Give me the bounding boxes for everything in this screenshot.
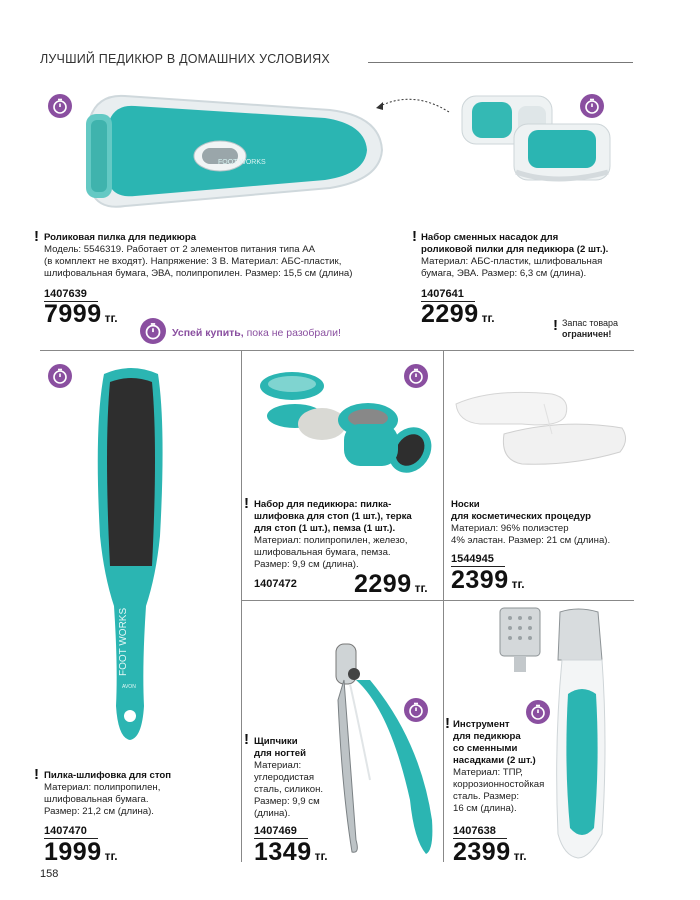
tool-info bbox=[453, 719, 573, 815]
product-name: для педикюра bbox=[453, 731, 521, 742]
product-code: 1407469 bbox=[254, 825, 308, 839]
product-desc: углеродистая bbox=[254, 772, 315, 783]
product-desc: Размер: 21,2 см (длина). bbox=[44, 806, 154, 817]
product-code: 1407470 bbox=[44, 825, 98, 839]
exclamation-icon: ! bbox=[553, 317, 558, 334]
product-desc: Материал: полипропилен, железо, bbox=[254, 535, 408, 546]
currency: тг. bbox=[104, 849, 118, 863]
price-value: 1349 bbox=[254, 838, 312, 866]
roller-info bbox=[44, 232, 404, 280]
promo-bold: Успей купить, bbox=[172, 327, 244, 339]
price-value: 2399 bbox=[451, 566, 509, 594]
product-name: Носки bbox=[451, 499, 480, 510]
exclamation-icon: ! bbox=[244, 495, 249, 512]
product-desc: Размер: 9,9 см (длина). bbox=[254, 559, 359, 570]
product-desc: Материал: полипропилен, bbox=[44, 782, 161, 793]
stopwatch-icon bbox=[48, 364, 72, 388]
page-number: 158 bbox=[40, 868, 59, 880]
product-price bbox=[453, 838, 527, 867]
product-name: Инструмент bbox=[453, 719, 510, 730]
stopwatch-icon bbox=[140, 318, 166, 344]
product-desc: Материал: 96% полиэстер bbox=[451, 523, 569, 534]
file-brand: FOOT WORKS bbox=[118, 607, 129, 676]
product-name: для ногтей bbox=[254, 748, 307, 759]
roller-file-image bbox=[80, 88, 395, 218]
currency: тг. bbox=[513, 849, 527, 863]
product-name: насадками (2 шт.) bbox=[453, 755, 536, 766]
file-brand2: AVON bbox=[122, 684, 136, 690]
product-price bbox=[254, 838, 328, 867]
product-desc: шлифовальная бумага. bbox=[44, 794, 149, 805]
stock-line: Запас товара bbox=[562, 318, 619, 328]
product-desc: 16 см (длина). bbox=[453, 803, 517, 814]
promo-rest: пока не разобрали! bbox=[243, 327, 341, 339]
product-code: 1407638 bbox=[453, 825, 507, 839]
exclamation-icon: ! bbox=[244, 731, 249, 748]
product-price bbox=[44, 838, 118, 867]
stopwatch-icon bbox=[580, 94, 604, 118]
product-name: Набор сменных насадок для bbox=[421, 232, 559, 243]
kit-info bbox=[254, 499, 444, 571]
product-desc: (длина). bbox=[254, 808, 291, 819]
product-desc: шлифовальная бумага, пемза. bbox=[254, 547, 391, 558]
file-info bbox=[44, 770, 239, 818]
product-name: Набор для педикюра: пилка- bbox=[254, 499, 392, 510]
arrow-icon bbox=[374, 94, 454, 116]
product-name: Роликовая пилка для педикюра bbox=[44, 232, 197, 243]
exclamation-icon: ! bbox=[34, 228, 39, 245]
product-name: шлифовка для стоп (1 шт.), терка bbox=[254, 511, 412, 522]
clipper-info bbox=[254, 736, 364, 820]
price-value: 1999 bbox=[44, 838, 102, 866]
heads-info bbox=[421, 232, 641, 280]
product-code: 1544945 bbox=[451, 553, 505, 567]
product-name: для стоп (1 шт.), пемза (1 шт.). bbox=[254, 523, 396, 534]
price-value: 2399 bbox=[453, 838, 511, 866]
exclamation-icon: ! bbox=[34, 766, 39, 783]
product-desc: Материал: АБС-пластик, шлифовальная bbox=[421, 256, 603, 267]
product-desc: сталь. Размер: bbox=[453, 791, 519, 802]
product-desc: шлифовальная бумага, ЭВА, полипропилен. Размер: 15,5 см (длина) bbox=[44, 268, 353, 279]
currency: тг. bbox=[511, 577, 525, 591]
product-desc: Модель: 5546319. Работает от 2 элементов питания типа АА bbox=[44, 244, 316, 255]
product-desc: бумага, ЭВА. Размер: 6,3 см (длина). bbox=[421, 268, 587, 279]
socks-info bbox=[451, 499, 641, 547]
product-name: для косметических процедур bbox=[451, 511, 591, 522]
product-desc: сталь, силикон. bbox=[254, 784, 324, 795]
product-code: 1407639 bbox=[44, 288, 98, 302]
product-desc: Размер: 9,9 см bbox=[254, 796, 320, 807]
product-price bbox=[354, 570, 428, 599]
product-desc: Материал: bbox=[254, 760, 302, 771]
product-desc: коррозионностойкая bbox=[453, 779, 545, 790]
mid-divider bbox=[241, 600, 634, 601]
product-name: со сменными bbox=[453, 743, 518, 754]
exclamation-icon: ! bbox=[445, 715, 450, 732]
product-desc: Материал: ТПР, bbox=[453, 767, 523, 778]
product-desc: (в комплект не входят). Напряжение: 3 В. Материал: АБС-пластик, bbox=[44, 256, 342, 267]
currency: тг. bbox=[104, 311, 118, 325]
foot-file-image bbox=[86, 366, 176, 746]
product-code: 1407472 bbox=[254, 578, 297, 590]
currency: тг. bbox=[481, 311, 495, 325]
stopwatch-icon bbox=[48, 94, 72, 118]
product-name: роликовой пилки для педикюра (2 шт.). bbox=[421, 244, 609, 255]
product-price bbox=[44, 300, 118, 329]
header-rule bbox=[368, 62, 633, 63]
col-divider-2 bbox=[443, 350, 444, 862]
stopwatch-icon bbox=[404, 698, 428, 722]
roller-brand: FOOT WORKS bbox=[218, 159, 266, 166]
currency: тг. bbox=[314, 849, 328, 863]
price-value: 2299 bbox=[421, 300, 479, 328]
page-title: ЛУЧШИЙ ПЕДИКЮР В ДОМАШНИХ УСЛОВИЯХ bbox=[40, 52, 330, 66]
product-name: Щипчики bbox=[254, 736, 298, 747]
stopwatch-icon bbox=[404, 364, 428, 388]
promo-text bbox=[172, 327, 341, 339]
top-divider bbox=[40, 350, 634, 351]
currency: тг. bbox=[414, 581, 428, 595]
product-name: Пилка-шлифовка для стоп bbox=[44, 770, 172, 781]
stock-line: ограничен! bbox=[562, 329, 612, 339]
product-code: 1407641 bbox=[421, 288, 475, 302]
exclamation-icon: ! bbox=[412, 228, 417, 245]
price-value: 7999 bbox=[44, 300, 102, 328]
product-desc: 4% эластан. Размер: 21 см (длина). bbox=[451, 535, 611, 546]
product-price bbox=[421, 300, 495, 329]
product-price bbox=[451, 566, 525, 595]
stock-note bbox=[562, 318, 618, 340]
price-value: 2299 bbox=[354, 570, 412, 598]
socks-image bbox=[452, 384, 632, 474]
col-divider-1 bbox=[241, 350, 242, 862]
